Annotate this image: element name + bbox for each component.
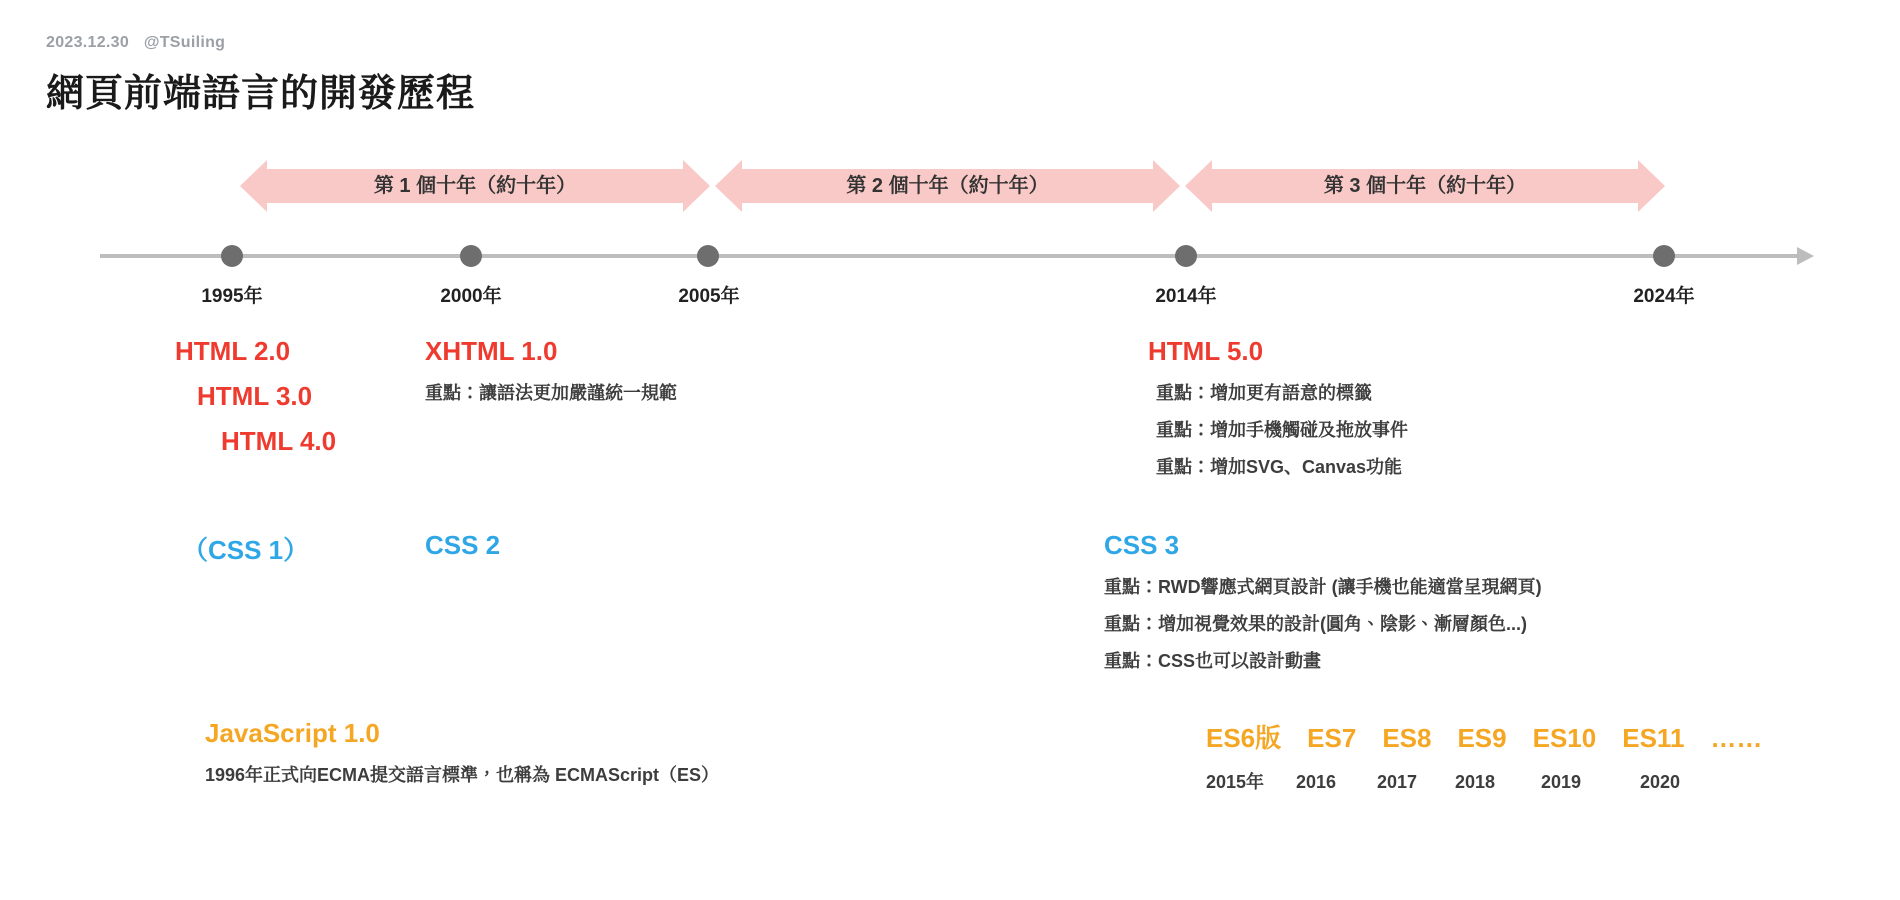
es-year-label: 2020 xyxy=(1640,772,1681,792)
css3-note: 重點：增加視覺效果的設計(圓角、陰影、漸層顏色...) xyxy=(1104,614,1527,634)
es-year-label: 2016 xyxy=(1296,772,1337,792)
css1-group xyxy=(182,530,309,567)
html5-note: 重點：增加手機觸碰及拖放事件 xyxy=(1156,420,1408,440)
html-version-label: HTML 2.0 xyxy=(175,336,291,366)
html-early-group xyxy=(175,336,336,471)
css3-note: 重點：CSS也可以設計動畫 xyxy=(1104,651,1322,671)
css3-title: CSS 3 xyxy=(1104,530,1180,560)
css3-group xyxy=(1104,530,1542,673)
es-year-label: 2019 xyxy=(1541,772,1582,792)
html-version-label: HTML 4.0 xyxy=(221,426,337,456)
decade-band-label: 第 3 個十年（約十年） xyxy=(1323,175,1527,197)
javascript-group xyxy=(205,718,719,787)
javascript-note: 1996年正式向ECMA提交語言標準，也稱為 ECMAScript（ES） xyxy=(205,765,720,785)
xhtml-group xyxy=(425,336,677,405)
xhtml-note: 重點：讓語法更加嚴謹統一規範 xyxy=(425,383,677,403)
byline-date: 2023.12.30 xyxy=(46,34,130,51)
html5-note: 重點：增加SVG、Canvas功能 xyxy=(1156,457,1403,477)
es-version-label: …… xyxy=(1710,723,1763,753)
es-version-label: ES6版 xyxy=(1206,723,1282,753)
xhtml-title: XHTML 1.0 xyxy=(425,336,558,366)
css1-title: （CSS 1） xyxy=(182,535,310,565)
es-year-label: 2017 xyxy=(1377,772,1418,792)
es-version-label: ES8 xyxy=(1382,723,1432,753)
decade-band-3 xyxy=(1185,160,1665,212)
decade-band-label: 第 2 個十年（約十年） xyxy=(846,175,1049,197)
timeline-arrow-icon xyxy=(1797,247,1814,265)
timeline-node-2005 xyxy=(697,245,719,267)
ecmascript-versions xyxy=(1206,718,1762,755)
ecmascript-years xyxy=(1206,768,1680,794)
es-year-label: 2015年 xyxy=(1206,772,1265,792)
page-header xyxy=(46,34,475,117)
css2-group xyxy=(425,530,500,561)
decade-band-2 xyxy=(715,160,1180,212)
year-label-1995: 1995年 xyxy=(201,286,263,307)
timeline-node-2014 xyxy=(1175,245,1197,267)
javascript-title: JavaScript 1.0 xyxy=(205,718,380,748)
year-label-2024: 2024年 xyxy=(1633,286,1695,307)
year-label-2000: 2000年 xyxy=(440,286,502,307)
html5-title: HTML 5.0 xyxy=(1148,336,1264,366)
es-version-label: ES7 xyxy=(1307,723,1357,753)
decade-band-label: 第 1 個十年（約十年） xyxy=(373,175,577,197)
html5-note: 重點：增加更有語意的標籤 xyxy=(1156,383,1372,403)
byline-handle: @TSuiling xyxy=(143,34,226,51)
html-version-label: HTML 3.0 xyxy=(197,381,313,411)
timeline-axis xyxy=(100,254,1800,258)
byline xyxy=(46,34,475,52)
es-version-label: ES10 xyxy=(1532,723,1597,753)
timeline-node-2024 xyxy=(1653,245,1675,267)
year-label-2014: 2014年 xyxy=(1155,286,1217,307)
es-year-label: 2018 xyxy=(1455,772,1496,792)
es-version-label: ES9 xyxy=(1457,723,1507,753)
html5-group xyxy=(1148,336,1408,479)
page-title: 網頁前端語言的開發歷程 xyxy=(46,73,476,115)
timeline-node-1995 xyxy=(221,245,243,267)
es-version-label: ES11 xyxy=(1622,723,1685,753)
year-label-2005: 2005年 xyxy=(678,286,740,307)
css3-note: 重點：RWD響應式網頁設計 (讓手機也能適當呈現網頁) xyxy=(1104,577,1542,597)
timeline-node-2000 xyxy=(460,245,482,267)
css2-title: CSS 2 xyxy=(425,530,501,560)
decade-band-1 xyxy=(240,160,710,212)
